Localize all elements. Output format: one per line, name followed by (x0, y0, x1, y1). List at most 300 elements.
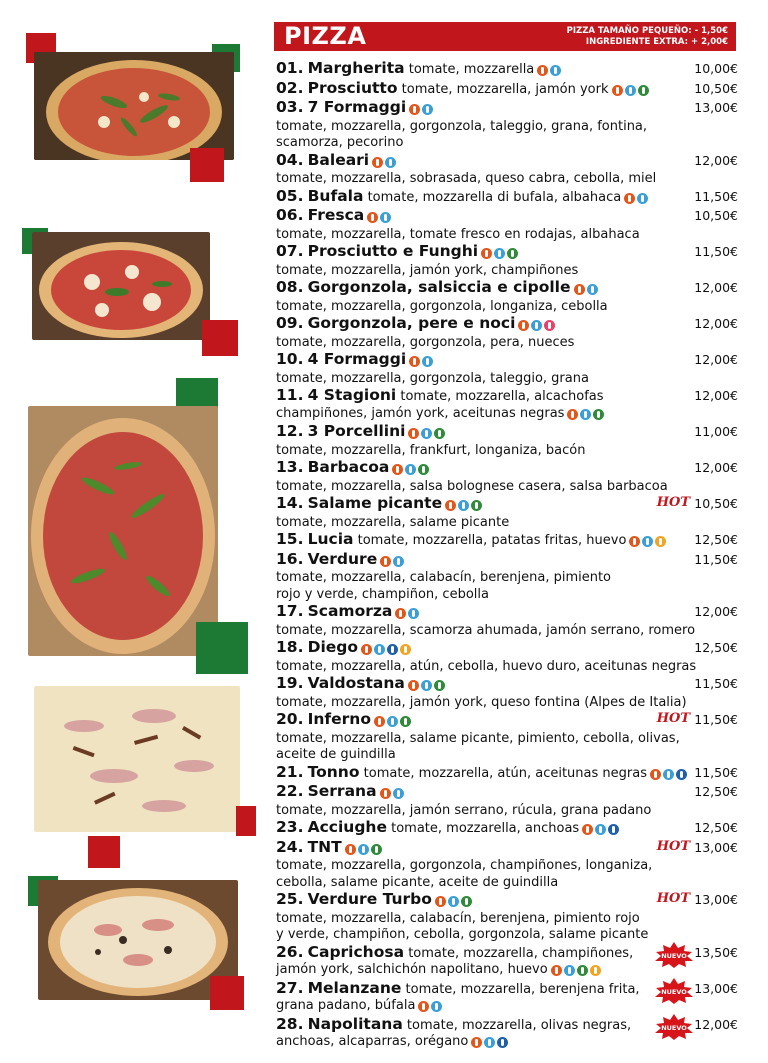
ingredient-icons (408, 678, 447, 695)
item-title-line (276, 80, 678, 100)
cheese-icon (637, 193, 648, 204)
ingredient-icons (445, 498, 484, 515)
meat-icon (593, 409, 604, 420)
item-title-line (276, 675, 678, 695)
item-number: 02. (276, 78, 304, 97)
tomato-icon (374, 716, 385, 727)
cheese-icon (405, 464, 416, 475)
meat-icon (577, 965, 588, 976)
menu-item (276, 603, 738, 639)
item-number: 25. (276, 890, 304, 908)
cheese-icon (421, 680, 432, 691)
tomato-icon (445, 500, 456, 511)
tomato-icon (471, 1037, 482, 1048)
red-square (88, 836, 120, 868)
small-size-note: PIZZA TAMAÑO PEQUEÑO: - 1,50€ (566, 26, 728, 36)
item-ingredients: scamorza, pecorino (276, 135, 404, 150)
item-number: 04. (276, 150, 304, 169)
cheese-icon (458, 500, 469, 511)
ingredient-icons (372, 155, 398, 172)
item-title-line (276, 1016, 678, 1035)
pizza-photo-4 (34, 686, 240, 832)
item-ingredients: tomate, mozzarella, gorgonzola, longaniza, cebolla (276, 298, 608, 314)
item-ingredients: tomate, mozzarella, calabacín, berenjena, pimiento rojo (276, 910, 640, 926)
menu-item (276, 764, 738, 784)
item-ingredients: tomate, mozzarella, gorgonzola, champiñones, longaniza, (276, 858, 653, 873)
item-ingredients: tomate, mozzarella, tomate fresco en rodajas, albahaca (276, 226, 640, 242)
ingredient-icons (481, 246, 520, 263)
ingredient-icons (409, 102, 435, 119)
cheese-icon (408, 608, 419, 619)
item-number: 23. (276, 818, 304, 836)
item-ingredients: cebolla, salame picante, aceite de guindilla (276, 874, 559, 890)
item-title-line (276, 711, 678, 731)
item-name: Fresca (307, 206, 365, 224)
cheese-icon (421, 428, 432, 439)
item-price: 12,50€ (694, 784, 738, 799)
item-price: 11,50€ (694, 764, 738, 780)
item-name: 4 Formaggi (307, 350, 407, 368)
item-number: 08. (276, 278, 304, 296)
ingredient-icons (418, 999, 444, 1016)
cheese-icon (550, 65, 561, 76)
cheese-icon (422, 356, 433, 367)
item-ingredients: tomate, mozzarella, jamón york (401, 81, 609, 97)
cheese-icon (564, 965, 575, 976)
ingredient-icons (551, 963, 603, 980)
tomato-icon (582, 824, 593, 835)
pizza-photo-5 (38, 880, 238, 1000)
menu-item (276, 207, 738, 243)
tomato-icon (629, 536, 640, 547)
item-ingredients: tomate, mozzarella, alcachofas (400, 389, 604, 404)
item-number: 24. (276, 837, 304, 856)
item-number: 20. (276, 710, 304, 728)
item-name: Napolitana (307, 1014, 403, 1033)
pizza-photo-1 (34, 52, 234, 160)
fish-icon (387, 644, 398, 655)
item-ingredients: tomate, mozzarella, scamorza ahumada, jamón serrano, romero (276, 622, 696, 638)
item-title-line (276, 188, 678, 208)
item-name: Bufala (307, 186, 364, 205)
item-title-line (276, 207, 678, 227)
ingredient-icons (537, 63, 563, 80)
menu-item (276, 1016, 738, 1052)
svg-text:NUEVO: NUEVO (661, 987, 687, 996)
ingredient-icons (380, 786, 406, 803)
menu-item (276, 891, 738, 944)
item-price: 13,00€ (694, 839, 738, 855)
cheese-icon (431, 1001, 442, 1012)
new-badge (654, 1014, 694, 1040)
tomato-icon (408, 428, 419, 439)
item-name: Verdure Turbo (307, 890, 432, 908)
ingredient-icons (650, 767, 689, 784)
tomato-icon (380, 788, 391, 799)
tomato-icon (435, 896, 446, 907)
ingredient-icons (409, 354, 435, 371)
ingredient-icons (612, 83, 651, 100)
tomato-icon (392, 464, 403, 475)
pizza-photo-3 (28, 406, 218, 656)
item-price: 12,00€ (694, 352, 738, 367)
ingredient-icons (435, 894, 474, 911)
menu-item (276, 423, 738, 459)
item-title-line (276, 99, 678, 119)
extra-ingredient-note: INGREDIENTE EXTRA: + 2,00€ (585, 37, 728, 47)
item-price: 11,50€ (694, 244, 738, 259)
menu-item (276, 551, 738, 604)
item-ingredients: tomate, mozzarella, berenjena frita, (405, 981, 640, 997)
item-name: Serrana (307, 782, 377, 800)
tomato-icon (574, 284, 585, 295)
item-ingredients: tomate, mozzarella, sobrasada, queso cabra, cebolla, miel (276, 171, 657, 186)
fruit-icon (544, 320, 555, 331)
item-ingredients: rojo y verde, champiñon, cebolla (276, 586, 489, 602)
item-title-line (276, 764, 678, 784)
menu-item (276, 819, 738, 839)
menu-item (276, 531, 738, 551)
item-ingredients: tomate, mozzarella, salame picante, pimiento, cebolla, olivas, (276, 730, 680, 746)
tomato-icon (372, 157, 383, 168)
meat-icon (507, 248, 518, 259)
item-number: 21. (276, 762, 304, 781)
section-title: PIZZA (284, 22, 367, 50)
item-price: 12,00€ (694, 388, 738, 403)
tomato-icon (395, 608, 406, 619)
item-title-line (276, 603, 678, 623)
item-title-line (276, 531, 678, 551)
tomato-icon (367, 212, 378, 223)
tomato-icon (418, 1001, 429, 1012)
tomato-icon (345, 844, 356, 855)
item-price: 13,50€ (694, 944, 738, 960)
item-price: 13,00€ (694, 980, 738, 996)
item-price: 13,00€ (694, 100, 738, 115)
tomato-icon (409, 104, 420, 115)
item-title-line (276, 60, 678, 80)
tomato-icon (409, 356, 420, 367)
ingredient-icons (629, 534, 668, 551)
item-name: Lucia (307, 530, 354, 548)
item-price: 12,50€ (694, 820, 738, 835)
item-ingredients: tomate, mozzarella, gorgonzola, taleggio, grana, fontina, (276, 118, 648, 134)
item-price: 11,50€ (694, 188, 738, 204)
ingredient-icons (518, 318, 557, 335)
ingredient-icons (574, 282, 600, 299)
item-number: 03. (276, 98, 304, 116)
item-price: 12,50€ (694, 532, 738, 547)
item-name: 7 Formaggi (307, 98, 407, 116)
item-name: Gorgonzola, salsiccia e cipolle (307, 278, 571, 296)
tomato-icon (518, 320, 529, 331)
fish-icon (676, 769, 687, 780)
cheese-icon (448, 896, 459, 907)
pizza-photo-2 (32, 232, 210, 340)
red-square (190, 148, 224, 182)
ingredient-icons (567, 407, 606, 424)
item-name: Acciughe (307, 818, 387, 836)
item-ingredients: tomate, mozzarella, atún, cebolla, huevo duro, aceitunas negras (276, 658, 697, 674)
item-title-line (276, 152, 678, 172)
ingredient-icons (408, 426, 447, 443)
menu-item (276, 783, 738, 819)
meat-icon (471, 500, 482, 511)
item-name: Valdostana (307, 674, 405, 692)
tomato-icon (612, 85, 623, 96)
item-title-line (276, 639, 678, 659)
cheese-icon (387, 716, 398, 727)
menu-item (276, 351, 738, 387)
item-name: 4 Stagioni (307, 386, 397, 404)
hot-badge: HOT (656, 891, 690, 906)
item-name: 3 Porcellini (307, 422, 406, 440)
menu-item (276, 99, 738, 152)
cheese-icon (422, 104, 433, 115)
menu-item (276, 80, 738, 100)
cheese-icon (531, 320, 542, 331)
item-number: 10. (276, 350, 304, 368)
menu-item (276, 639, 738, 675)
cheese-icon (587, 284, 598, 295)
item-ingredients: tomate, mozzarella (408, 62, 535, 77)
item-price: 12,00€ (694, 152, 738, 168)
egg-icon (590, 965, 601, 976)
item-name: Verdure (307, 549, 378, 568)
item-price: 11,00€ (694, 424, 738, 439)
ingredient-icons (395, 606, 421, 623)
item-number: 28. (276, 1014, 304, 1033)
new-badge (654, 978, 694, 1004)
cheese-icon (663, 769, 674, 780)
item-name: Caprichosa (307, 942, 405, 961)
ingredient-icons (380, 554, 406, 571)
item-ingredients: tomate, mozzarella, frankfurt, longaniza, bacón (276, 442, 586, 458)
item-ingredients: tomate, mozzarella, calabacín, berenjena, pimiento (276, 570, 612, 585)
item-title-line (276, 891, 678, 911)
item-name: Salame picante (307, 494, 443, 512)
item-ingredients: tomate, mozzarella di bufala, albahaca (367, 189, 622, 205)
item-number: 12. (276, 422, 304, 440)
item-title-line (276, 279, 678, 299)
tomato-icon (408, 680, 419, 691)
item-number: 11. (276, 386, 304, 404)
tomato-icon (380, 556, 391, 567)
item-number: 19. (276, 674, 304, 692)
item-ingredients: tomate, mozzarella, jamón serrano, rúcula, grana padano (276, 802, 652, 818)
menu-item (276, 315, 738, 351)
item-title-line (276, 783, 678, 803)
fish-icon (608, 824, 619, 835)
item-title-line (276, 387, 678, 406)
meat-icon (434, 680, 445, 691)
item-ingredients: tomate, mozzarella, atún, aceitunas negras (363, 765, 647, 781)
item-ingredients: tomate, mozzarella, anchoas (391, 821, 580, 836)
tomato-icon (361, 644, 372, 655)
item-price: 12,00€ (694, 316, 738, 331)
tomato-icon (551, 965, 562, 976)
red-square (202, 320, 238, 356)
cheese-icon (358, 844, 369, 855)
item-ingredients: tomate, mozzarella, patatas fritas, huevo (357, 533, 627, 548)
meat-icon (418, 464, 429, 475)
item-price: 12,00€ (694, 280, 738, 295)
cheese-icon (374, 644, 385, 655)
cheese-icon (484, 1037, 495, 1048)
item-name: Melanzane (307, 978, 402, 997)
item-number: 13. (276, 458, 304, 476)
cheese-icon (595, 824, 606, 835)
item-price: 10,50€ (694, 208, 738, 223)
item-ingredients: tomate, mozzarella, gorgonzola, pera, nueces (276, 334, 575, 350)
item-number: 26. (276, 942, 304, 961)
item-price: 12,50€ (694, 640, 738, 655)
item-number: 18. (276, 638, 304, 656)
tomato-icon (650, 769, 661, 780)
fish-icon (497, 1037, 508, 1048)
ingredient-icons (367, 210, 393, 227)
item-title-line (276, 551, 678, 571)
cheese-icon (625, 85, 636, 96)
menu-item (276, 839, 738, 892)
item-title-line (276, 243, 678, 263)
tomato-icon (537, 65, 548, 76)
item-title-line (276, 459, 678, 479)
item-title-line (276, 423, 678, 443)
meat-icon (400, 716, 411, 727)
item-number: 17. (276, 602, 304, 620)
item-name: Prosciutto (307, 78, 398, 97)
cheese-icon (393, 556, 404, 567)
egg-icon (400, 644, 411, 655)
menu-item (276, 188, 738, 208)
menu-item (276, 711, 738, 764)
meat-icon (371, 844, 382, 855)
item-ingredients: tomate, mozzarella, salame picante (276, 514, 510, 530)
item-number: 09. (276, 314, 304, 332)
meat-icon (638, 85, 649, 96)
item-ingredients: tomate, mozzarella, olivas negras, (406, 1017, 632, 1033)
item-name: Prosciutto e Funghi (307, 242, 479, 260)
item-ingredients: champiñones, jamón york, aceitunas negras (276, 406, 678, 424)
red-square (210, 976, 244, 1010)
cheese-icon (494, 248, 505, 259)
item-price: 10,50€ (694, 496, 738, 511)
photo-column (0, 0, 260, 1063)
section-header (274, 22, 736, 51)
item-ingredients: jamón york, salchichón napolitano, huevo (276, 962, 678, 980)
item-title-line (276, 819, 678, 839)
cheese-icon (385, 157, 396, 168)
item-price: 10,00€ (694, 61, 738, 76)
item-number: 06. (276, 206, 304, 224)
cheese-icon (393, 788, 404, 799)
ingredient-icons (471, 1035, 510, 1052)
hot-badge: HOT (656, 711, 690, 726)
menu-item (276, 279, 738, 315)
ingredient-icons (582, 822, 621, 839)
menu-item (276, 243, 738, 279)
green-square (196, 622, 248, 674)
hot-badge: HOT (656, 838, 690, 854)
hot-badge: HOT (656, 495, 690, 510)
item-ingredients: tomate, mozzarella, jamón york, queso fontina (Alpes de Italia) (276, 694, 687, 710)
item-title-line (276, 839, 678, 859)
item-ingredients: y verde, champiñon, cebolla, gorgonzola, salame picante (276, 927, 649, 942)
item-name: Margherita (307, 59, 405, 77)
item-title-line (276, 980, 678, 999)
menu-item (276, 495, 738, 531)
cheese-icon (580, 409, 591, 420)
item-title-line (276, 351, 678, 371)
cheese-icon (642, 536, 653, 547)
item-ingredients: aceite de guindilla (276, 747, 396, 762)
item-number: 16. (276, 549, 304, 568)
item-ingredients: tomate, mozzarella, gorgonzola, taleggio, grana (276, 370, 589, 386)
tomato-icon (567, 409, 578, 420)
item-number: 05. (276, 186, 304, 205)
item-price: 13,00€ (694, 892, 738, 907)
item-ingredients: anchoas, alcaparras, orégano (276, 1034, 678, 1052)
menu-item (276, 980, 738, 1016)
meat-icon (461, 896, 472, 907)
item-ingredients: tomate, mozzarella, champiñones, (408, 945, 634, 961)
item-title-line (276, 944, 678, 963)
ingredient-icons (361, 642, 413, 659)
menu-item (276, 944, 738, 980)
item-price: 12,00€ (694, 604, 738, 619)
item-name: Inferno (307, 710, 371, 728)
red-square (236, 806, 256, 836)
ingredient-icons (392, 462, 431, 479)
item-number: 07. (276, 242, 304, 260)
item-price: 12,00€ (694, 460, 738, 475)
item-ingredients: tomate, mozzarella, jamón york, champiñones (276, 262, 579, 278)
menu-item (276, 387, 738, 423)
item-name: Diego (307, 638, 359, 656)
menu-item (276, 152, 738, 188)
svg-text:NUEVO: NUEVO (661, 951, 687, 960)
item-price: 10,50€ (694, 80, 738, 96)
tomato-icon (624, 193, 635, 204)
item-price: 11,50€ (694, 551, 738, 567)
ingredient-icons (374, 714, 413, 731)
item-name: Gorgonzola, pere e noci (307, 314, 516, 332)
item-name: Barbacoa (307, 458, 390, 476)
item-name: Baleari (307, 150, 370, 169)
menu-item (276, 675, 738, 711)
tomato-icon (481, 248, 492, 259)
item-number: 01. (276, 59, 304, 77)
item-price: 11,50€ (694, 712, 738, 727)
ingredient-icons (624, 191, 650, 208)
menu-item (276, 459, 738, 495)
cheese-icon (380, 212, 391, 223)
new-badge (654, 942, 694, 968)
item-price: 12,00€ (694, 1016, 738, 1032)
item-name: Tonno (307, 762, 360, 781)
item-name: Scamorza (307, 602, 393, 620)
item-number: 15. (276, 530, 304, 548)
item-ingredients: tomate, mozzarella, salsa bolognese casera, salsa barbacoa (276, 478, 668, 494)
item-number: 22. (276, 782, 304, 800)
item-title-line (276, 495, 678, 515)
item-title-line (276, 315, 678, 335)
ingredient-icons (345, 842, 384, 859)
item-name: TNT (307, 837, 342, 856)
item-ingredients: grana padano, búfala (276, 998, 678, 1016)
pizza-menu-list (276, 60, 738, 1052)
